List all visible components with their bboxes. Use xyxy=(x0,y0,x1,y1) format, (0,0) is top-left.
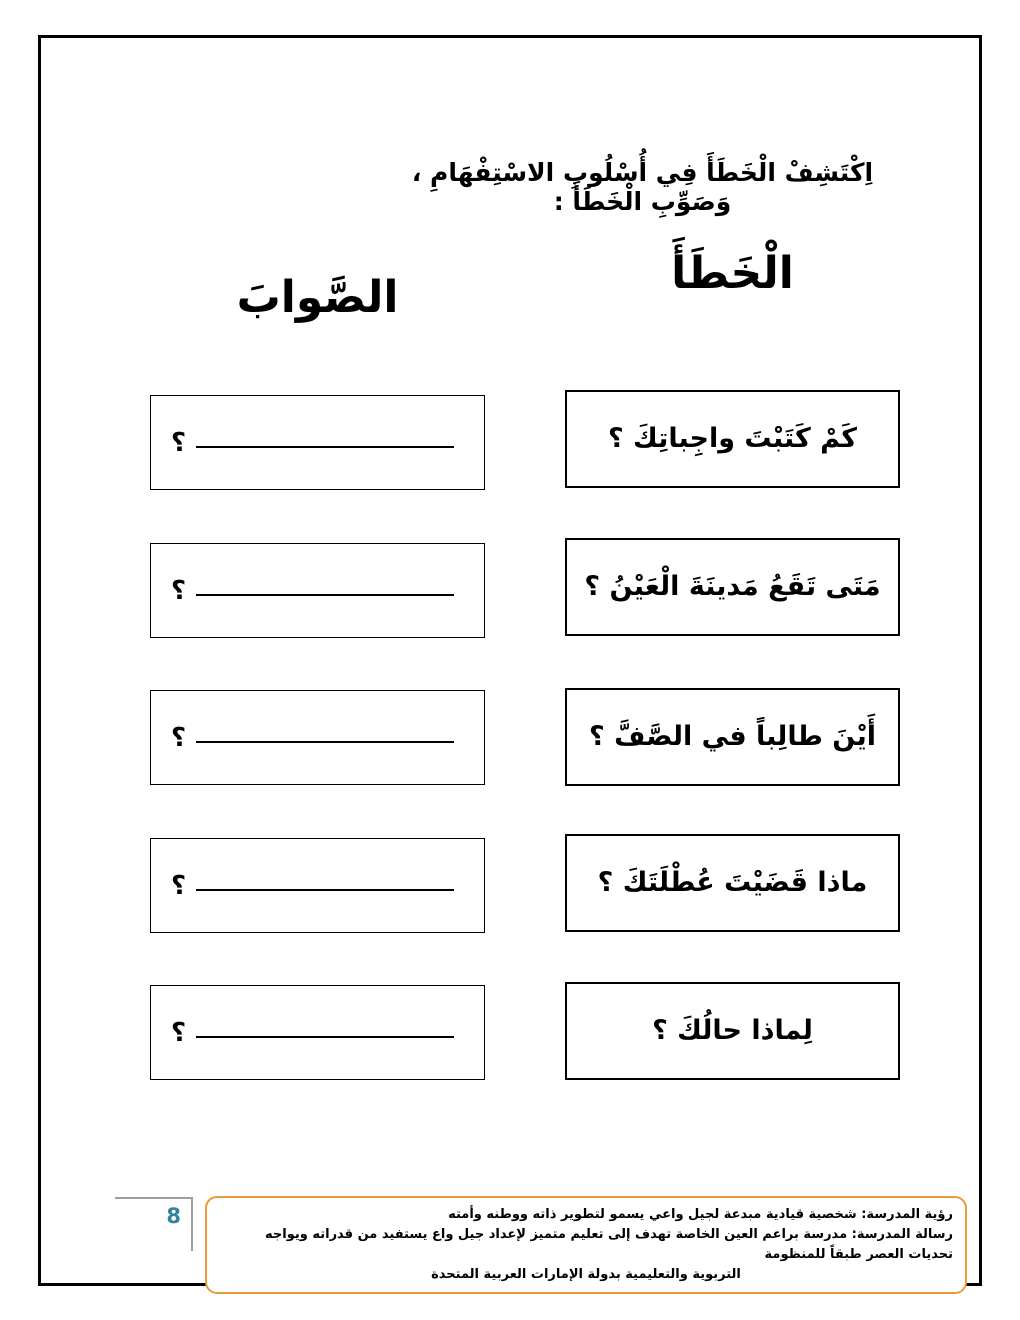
error-box-3 xyxy=(565,688,900,786)
answer-question-mark: ؟ xyxy=(171,1017,187,1048)
error-text-3: أَيْنَ طالِباً في الصَّفَّ ؟ xyxy=(589,720,876,752)
footer-line-1: رؤية المدرسة: شخصية قيادية مبدعة لجيل واعي يسمو لتطوير ذاته ووطنه وأمته xyxy=(448,1207,953,1222)
error-box-4 xyxy=(565,834,900,932)
error-box-1 xyxy=(565,390,900,488)
page-number-block xyxy=(115,1197,193,1251)
answer-question-mark: ؟ xyxy=(171,870,187,901)
error-text-2: مَتَى تَقَعُ مَدينَةَ الْعَيْنُ ؟ xyxy=(584,570,881,602)
error-box-5 xyxy=(565,982,900,1080)
page-border xyxy=(38,35,982,1286)
footer-note xyxy=(205,1196,967,1294)
answer-box-4 xyxy=(150,838,485,933)
answer-question-mark: ؟ xyxy=(171,427,187,458)
footer-line-3: التربوية والتعليمية بدولة الإمارات العربية المتحدة xyxy=(431,1267,741,1283)
error-text-4: ماذا قَضَيْتَ عُطْلَتَكَ ؟ xyxy=(597,866,868,898)
answer-box-2 xyxy=(150,543,485,638)
answer-question-mark: ؟ xyxy=(171,722,187,753)
footer-line-2: رسالة المدرسة: مدرسة براعم العين الخاصة تهدف إلى تعليم متميز لإعداد جيل واع يستفيد من قدراته ويواجه تحديات العصر طبقاً للمنظومة xyxy=(265,1227,953,1263)
answer-blank-line xyxy=(196,1036,454,1038)
error-text-1: كَمْ كَتَبْتَ واجِباتِكَ ؟ xyxy=(608,422,857,454)
error-box-2 xyxy=(565,538,900,636)
answer-box-5 xyxy=(150,985,485,1080)
answer-blank-line xyxy=(196,594,454,596)
error-text-5: لِماذا حالُكَ ؟ xyxy=(652,1014,813,1046)
answer-blank-line xyxy=(196,741,454,743)
answer-blank-line xyxy=(196,889,454,891)
column-header-error: الْخَطَأَ xyxy=(671,248,794,299)
answer-blank-line xyxy=(196,446,454,448)
answer-question-mark: ؟ xyxy=(171,575,187,606)
answer-box-3 xyxy=(150,690,485,785)
answer-box-1 xyxy=(150,395,485,490)
column-header-correct: الصَّوابَ xyxy=(236,272,399,323)
page-number: 8 xyxy=(166,1204,181,1228)
worksheet-title: اِكْتَشِفْ الْخَطَأَ فِي أُسْلُوبِ الاسْتِفْهَامِ ، وَصَوِّبِ الْخَطَأَ : xyxy=(411,158,874,216)
